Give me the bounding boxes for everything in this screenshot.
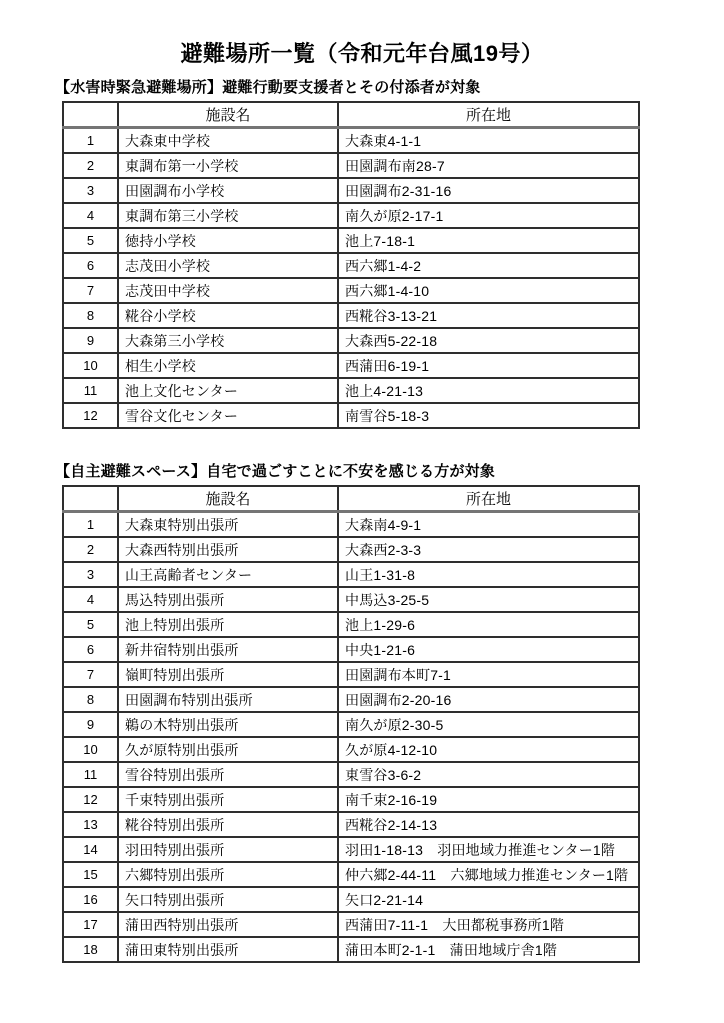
row-number: 3 <box>63 178 118 203</box>
facility-name: 糀谷小学校 <box>118 303 338 328</box>
facility-name: 鵜の木特別出張所 <box>118 712 338 737</box>
column-header-facility-name: 施設名 <box>118 486 338 512</box>
table-row <box>63 562 639 587</box>
facility-name: 東調布第一小学校 <box>118 153 338 178</box>
facility-name: 大森第三小学校 <box>118 328 338 353</box>
facility-name: 池上特別出張所 <box>118 612 338 637</box>
table-row <box>63 937 639 962</box>
table-row <box>63 812 639 837</box>
row-number: 15 <box>63 862 118 887</box>
column-header-number <box>63 486 118 512</box>
row-number: 5 <box>63 228 118 253</box>
facility-address: 中央1-21-6 <box>338 637 639 662</box>
row-number: 8 <box>63 303 118 328</box>
facility-name: 矢口特別出張所 <box>118 887 338 912</box>
facility-name: 徳持小学校 <box>118 228 338 253</box>
facility-address: 南雪谷5-18-3 <box>338 403 639 428</box>
facility-address: 西蒲田7-11-1 大田都税事務所1階 <box>338 912 639 937</box>
row-number: 6 <box>63 637 118 662</box>
facility-address: 田園調布南28-7 <box>338 153 639 178</box>
row-number: 17 <box>63 912 118 937</box>
row-number: 4 <box>63 203 118 228</box>
row-number: 10 <box>63 353 118 378</box>
row-number: 5 <box>63 612 118 637</box>
row-number: 11 <box>63 762 118 787</box>
facility-name: 池上文化センター <box>118 378 338 403</box>
row-number: 2 <box>63 537 118 562</box>
facility-address: 南久が原2-30-5 <box>338 712 639 737</box>
table-row <box>63 253 639 278</box>
row-number: 3 <box>63 562 118 587</box>
facility-address: 南千束2-16-19 <box>338 787 639 812</box>
facility-address: 矢口2-21-14 <box>338 887 639 912</box>
table-row <box>63 537 639 562</box>
section-heading-self-evacuation: 【自主避難スペース】自宅で過ごすことに不安を感じる方が対象 <box>55 463 496 480</box>
facility-address: 大森西5-22-18 <box>338 328 639 353</box>
facility-address: 羽田1-18-13 羽田地域力推進センター1階 <box>338 837 639 862</box>
facility-address: 西糀谷2-14-13 <box>338 812 639 837</box>
table-row <box>63 303 639 328</box>
section-self-evacuation-spaces <box>55 460 693 963</box>
facility-address: 池上1-29-6 <box>338 612 639 637</box>
facility-name: 嶺町特別出張所 <box>118 662 338 687</box>
row-number: 10 <box>63 737 118 762</box>
table-row <box>63 637 639 662</box>
facility-address: 西六郷1-4-2 <box>338 253 639 278</box>
table-row <box>63 178 639 203</box>
row-number: 6 <box>63 253 118 278</box>
table-row <box>63 787 639 812</box>
facility-address: 大森東4-1-1 <box>338 128 639 154</box>
facility-address: 中馬込3-25-5 <box>338 587 639 612</box>
row-number: 13 <box>63 812 118 837</box>
row-number: 1 <box>63 512 118 538</box>
row-number: 7 <box>63 662 118 687</box>
table-row <box>63 912 639 937</box>
table-row <box>63 687 639 712</box>
row-number: 7 <box>63 278 118 303</box>
page-title: 避難場所一覧（令和元年台風19号） <box>180 41 544 66</box>
facility-name: 田園調布小学校 <box>118 178 338 203</box>
table-row <box>63 328 639 353</box>
facility-address: 池上7-18-1 <box>338 228 639 253</box>
facility-address: 大森西2-3-3 <box>338 537 639 562</box>
table-row <box>63 128 639 154</box>
section-flood-emergency-shelters <box>55 76 693 429</box>
facility-name: 糀谷特別出張所 <box>118 812 338 837</box>
facility-address: 大森南4-9-1 <box>338 512 639 538</box>
table-row <box>63 353 639 378</box>
row-number: 12 <box>63 787 118 812</box>
facility-name: 大森東特別出張所 <box>118 512 338 538</box>
row-number: 9 <box>63 328 118 353</box>
facility-address: 南久が原2-17-1 <box>338 203 639 228</box>
facility-name: 新井宿特別出張所 <box>118 637 338 662</box>
facility-address: 田園調布2-20-16 <box>338 687 639 712</box>
table-header-row <box>63 486 639 512</box>
facility-name: 山王高齢者センター <box>118 562 338 587</box>
facility-name: 蒲田東特別出張所 <box>118 937 338 962</box>
table-row <box>63 378 639 403</box>
row-number: 4 <box>63 587 118 612</box>
facility-name: 相生小学校 <box>118 353 338 378</box>
section-heading-flood-emergency: 【水害時緊急避難場所】避難行動要支援者とその付添者が対象 <box>55 79 481 96</box>
table-row <box>63 862 639 887</box>
facility-address: 仲六郷2-44-11 六郷地域力推進センター1階 <box>338 862 639 887</box>
table-row <box>63 403 639 428</box>
facility-name: 東調布第三小学校 <box>118 203 338 228</box>
table-row <box>63 837 639 862</box>
row-number: 16 <box>63 887 118 912</box>
facility-address: 西六郷1-4-10 <box>338 278 639 303</box>
facility-name: 久が原特別出張所 <box>118 737 338 762</box>
facility-address: 池上4-21-13 <box>338 378 639 403</box>
facility-name: 雪谷文化センター <box>118 403 338 428</box>
flood-emergency-shelter-table <box>62 101 640 429</box>
table-row <box>63 612 639 637</box>
column-header-facility-name: 施設名 <box>118 102 338 128</box>
facility-name: 志茂田中学校 <box>118 278 338 303</box>
facility-name: 千束特別出張所 <box>118 787 338 812</box>
facility-name: 田園調布特別出張所 <box>118 687 338 712</box>
facility-address: 田園調布本町7-1 <box>338 662 639 687</box>
facility-name: 馬込特別出張所 <box>118 587 338 612</box>
table-row <box>63 203 639 228</box>
row-number: 11 <box>63 378 118 403</box>
table-row <box>63 512 639 538</box>
table-row <box>63 228 639 253</box>
table-row <box>63 737 639 762</box>
table-row <box>63 887 639 912</box>
column-header-address: 所在地 <box>338 102 639 128</box>
table-header-row <box>63 102 639 128</box>
facility-name: 羽田特別出張所 <box>118 837 338 862</box>
column-header-number <box>63 102 118 128</box>
facility-address: 西糀谷3-13-21 <box>338 303 639 328</box>
self-evacuation-space-table <box>62 485 640 963</box>
facility-address: 山王1-31-8 <box>338 562 639 587</box>
table-row <box>63 662 639 687</box>
facility-address: 西蒲田6-19-1 <box>338 353 639 378</box>
facility-name: 志茂田小学校 <box>118 253 338 278</box>
facility-name: 大森西特別出張所 <box>118 537 338 562</box>
facility-address: 蒲田本町2-1-1 蒲田地域庁舎1階 <box>338 937 639 962</box>
table-row <box>63 153 639 178</box>
table-row <box>63 278 639 303</box>
column-header-address: 所在地 <box>338 486 639 512</box>
row-number: 2 <box>63 153 118 178</box>
row-number: 9 <box>63 712 118 737</box>
facility-name: 六郷特別出張所 <box>118 862 338 887</box>
facility-name: 蒲田西特別出張所 <box>118 912 338 937</box>
row-number: 1 <box>63 128 118 154</box>
row-number: 14 <box>63 837 118 862</box>
table-row <box>63 587 639 612</box>
table-row <box>63 712 639 737</box>
facility-address: 久が原4-12-10 <box>338 737 639 762</box>
row-number: 18 <box>63 937 118 962</box>
facility-name: 雪谷特別出張所 <box>118 762 338 787</box>
table-row <box>63 762 639 787</box>
facility-name: 大森東中学校 <box>118 128 338 154</box>
row-number: 12 <box>63 403 118 428</box>
facility-address: 東雪谷3-6-2 <box>338 762 639 787</box>
row-number: 8 <box>63 687 118 712</box>
facility-address: 田園調布2-31-16 <box>338 178 639 203</box>
